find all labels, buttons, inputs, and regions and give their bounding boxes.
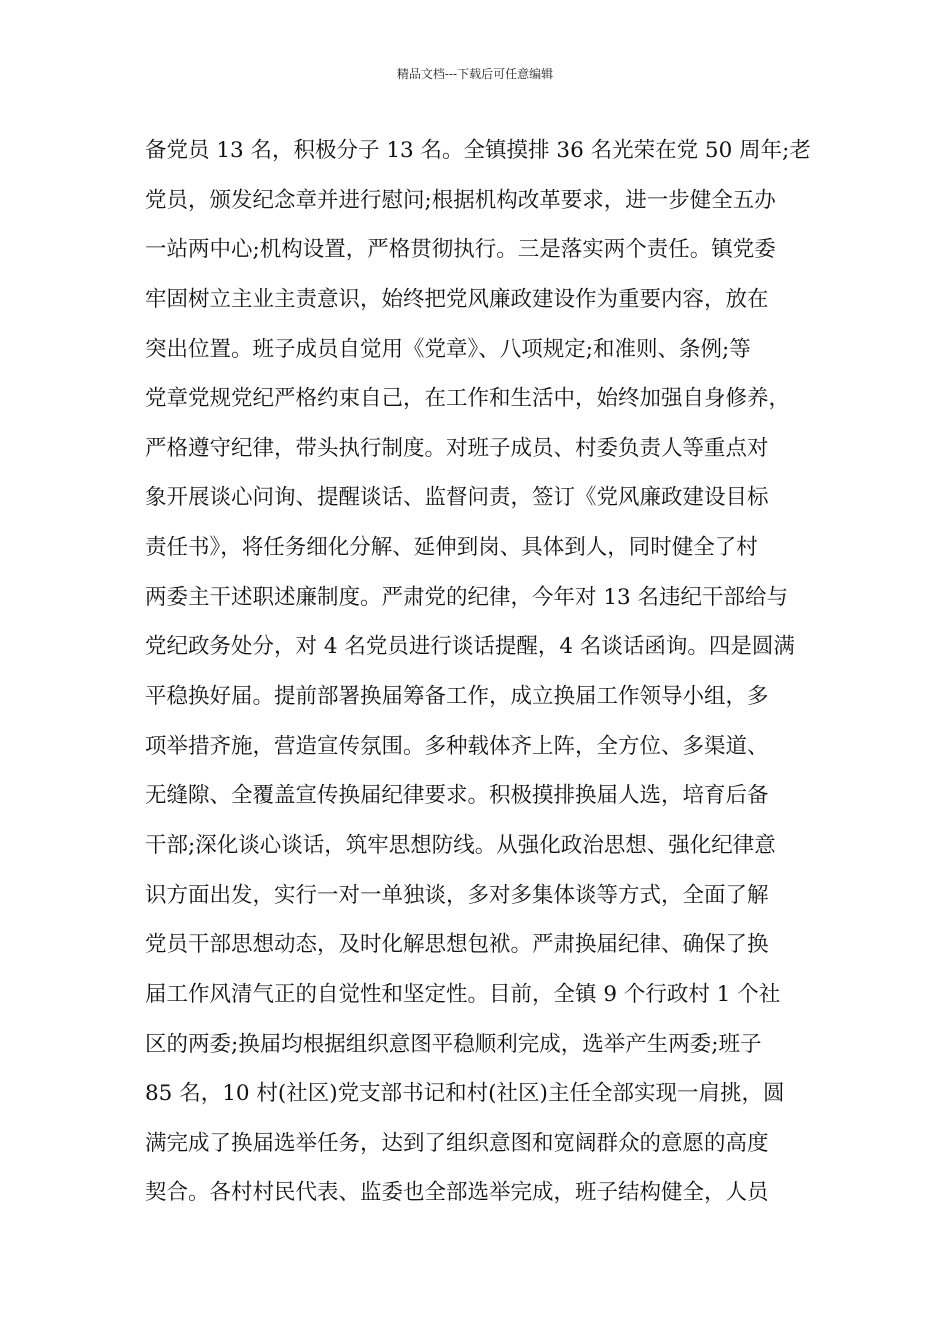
text-line: 干部;深化谈心谈话，筑牢思想防线。从强化政治思想、强化纪律意 bbox=[145, 832, 776, 858]
text-line: 85 名，10 村(社区)党支部书记和村(社区)主任全部实现一肩挑，圆 bbox=[145, 1081, 785, 1107]
text-line: 无缝隙、全覆盖宣传换届纪律要求。积极摸排换届人选，培育后备 bbox=[145, 783, 769, 809]
text-line: 牢固树立主业主责意识，始终把党风廉政建设作为重要内容，放在 bbox=[145, 286, 769, 312]
text-line: 两委主干述职述廉制度。严肃党的纪律，今年对 13 名违纪干部给与 bbox=[145, 584, 789, 610]
text-line: 届工作风清气正的自觉性和坚定性。目前，全镇 9 个行政村 1 个社 bbox=[145, 981, 781, 1007]
text-line: 突出位置。班子成员自觉用《党章》、八项规定;和准则、条例;等 bbox=[145, 336, 751, 362]
text-line: 识方面出发，实行一对一单独谈，多对多集体谈等方式，全面了解 bbox=[145, 882, 769, 908]
text-line: 满完成了换届选举任务，达到了组织意图和宽阔群众的意愿的高度 bbox=[145, 1130, 769, 1156]
text-line: 备党员 13 名，积极分子 13 名。全镇摸排 36 名光荣在党 50 周年;老 bbox=[145, 138, 811, 163]
text-line: 象开展谈心问询、提醒谈话、监督问责，签订《党风廉政建设目标 bbox=[145, 485, 769, 511]
text-line: 区的两委;换届均根据组织意图平稳顺利完成，选举产生两委;班子 bbox=[145, 1031, 762, 1057]
text-line: 党章党规党纪严格约束自己，在工作和生活中，始终加强自身修养， bbox=[145, 386, 791, 412]
text-line: 党纪政务处分，对 4 名党员进行谈话提醒，4 名谈话函询。四是圆满 bbox=[145, 634, 795, 660]
text-line: 责任书》，将任务细化分解、延伸到岗、具体到人，同时健全了村 bbox=[145, 535, 758, 561]
text-line: 党员，颁发纪念章并进行慰问;根据机构改革要求，进一步健全五办 bbox=[145, 187, 776, 213]
text-line: 项举措齐施，营造宣传氛围。多种载体齐上阵，全方位、多渠道、 bbox=[145, 733, 769, 759]
text-line: 党员干部思想动态，及时化解思想包袱。严肃换届纪律、确保了换 bbox=[145, 932, 769, 958]
text-line: 契合。各村村民代表、监委也全部选举完成，班子结构健全，人员 bbox=[145, 1180, 769, 1206]
body-paragraph bbox=[145, 131, 825, 1223]
text-line: 一站两中心;机构设置，严格贯彻执行。三是落实两个责任。镇党委 bbox=[145, 237, 776, 263]
text-line: 平稳换好届。提前部署换届筹备工作，成立换届工作领导小组，多 bbox=[145, 684, 769, 710]
page-header: 精品文档---下载后可任意编辑 bbox=[396, 67, 554, 81]
text-line: 严格遵守纪律，带头执行制度。对班子成员、村委负责人等重点对 bbox=[145, 435, 769, 461]
